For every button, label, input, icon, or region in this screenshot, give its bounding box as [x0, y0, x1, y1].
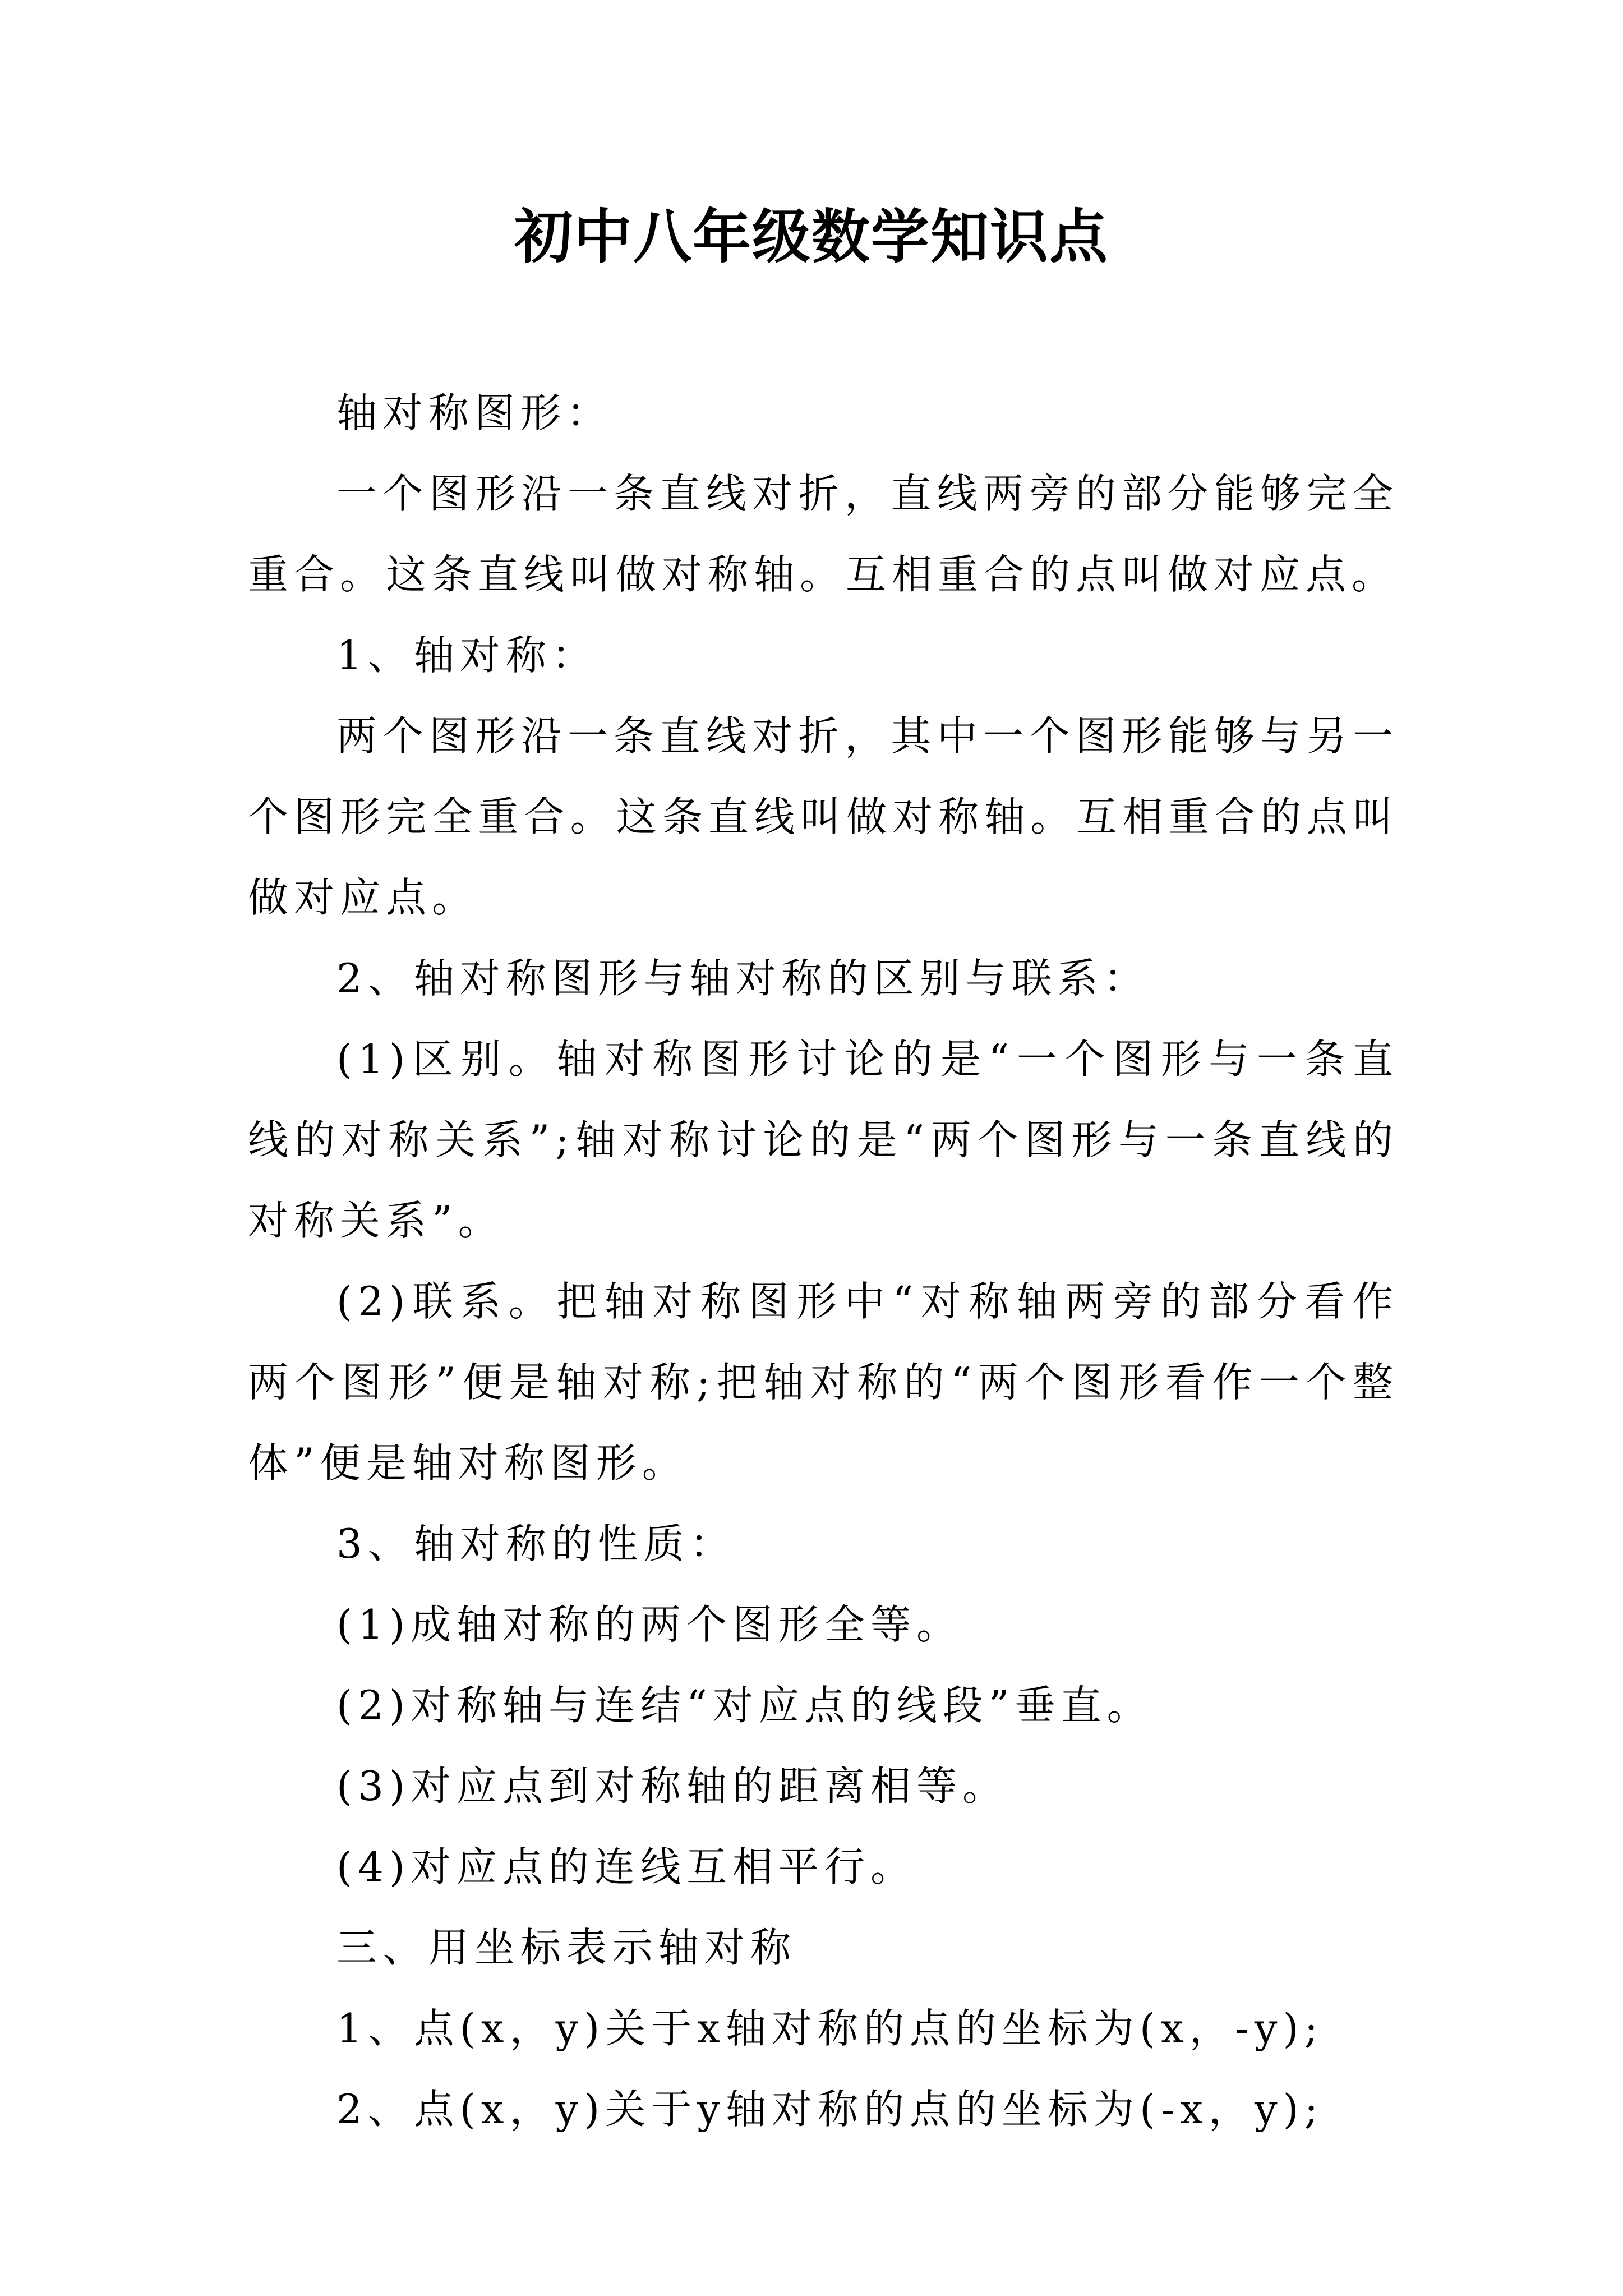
list-item: (4)对应点的连线互相平行。	[336, 1843, 916, 1890]
list-item: 2、点(x，y)关于y轴对称的点的坐标为(-x，y);	[336, 2086, 1324, 2133]
paragraph: 两个图形沿一条直线对折，其中一个图形能够与另一个图形完全重合。这条直线叫做对称轴。互相重合的点叫做对应点。	[248, 712, 1399, 921]
paragraph-heading: 轴对称图形：	[336, 389, 613, 436]
paragraph-heading: 1、轴对称：	[336, 632, 598, 679]
paragraph: (2)联系。把轴对称图形中“对称轴两旁的部分看作两个图形”便是轴对称;把轴对称的“两个图形看作一个整体”便是轴对称图形。	[248, 1278, 1399, 1487]
document-body	[248, 372, 1399, 2150]
list-item: (3)对应点到对称轴的距离相等。	[336, 1763, 1008, 1810]
list-item: (1)成轴对称的两个图形全等。	[336, 1601, 962, 1648]
paragraph-heading: 3、轴对称的性质：	[336, 1520, 736, 1567]
paragraph-heading: 2、轴对称图形与轴对称的区别与联系：	[336, 955, 1150, 1002]
list-item: 1、点(x，y)关于x轴对称的点的坐标为(x，-y);	[336, 2005, 1324, 2052]
section-heading: 三、用坐标表示轴对称	[336, 1924, 797, 1971]
document-title: 初中八年级数学知识点	[514, 203, 1109, 271]
paragraph: (1)区别。轴对称图形讨论的是“一个图形与一条直线的对称关系”;轴对称讨论的是“两个图形与一条直线的对称关系”。	[248, 1036, 1399, 1244]
paragraph: 一个图形沿一条直线对折，直线两旁的部分能够完全重合。这条直线叫做对称轴。互相重合的点叫做对应点。	[248, 470, 1399, 598]
list-item: (2)对称轴与连结“对应点的线段”垂直。	[336, 1682, 1153, 1729]
